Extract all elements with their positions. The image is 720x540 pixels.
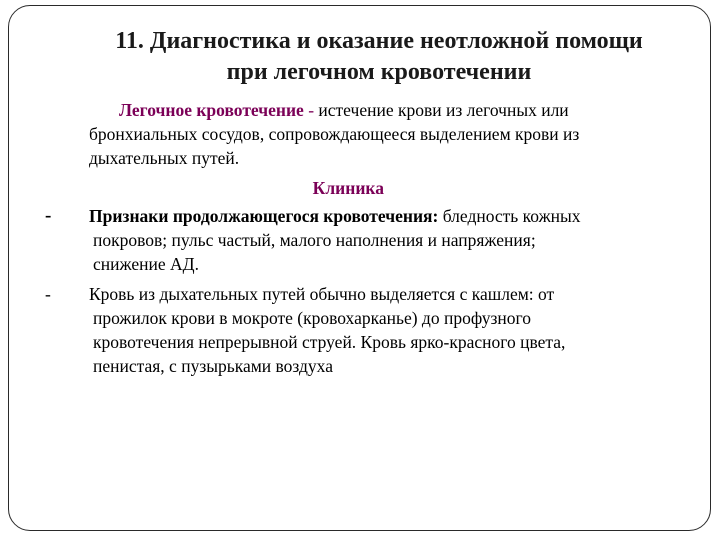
bullet-line: снижение АД. [93,254,199,274]
definition-paragraph [89,98,689,170]
bullet-marker: - [45,284,51,304]
slide-frame [8,5,711,531]
list-item [45,204,675,276]
definition-dash: - [303,100,315,120]
definition-line-2: бронхиальных сосудов, сопровождающееся выделением крови из [89,124,580,144]
bullet-line: пенистая, с пузырьками воздуха [93,356,333,376]
definition-line-3: дыхательных путей. [89,148,240,168]
bullet-line: прожилок крови в мокроте (кровохарканье) до профузного [93,308,531,328]
bullet-marker: - [45,205,52,226]
section-heading: Клиника [312,178,384,198]
bullet-line-rest: бледность кожных [438,206,581,226]
bullet-body [89,204,675,276]
definition-line-1 [89,98,689,122]
slide-title [69,26,689,88]
definition-term: Легочное кровотечение [119,100,304,120]
bullet-body [89,282,675,378]
bullet-line: Кровь из дыхательных путей обычно выделяется с кашлем: от [89,284,555,304]
bullet-line [89,204,675,228]
bullet-bold-lead: Признаки продолжающегося кровотечения: [89,206,439,226]
slide-title-line-1: 11. Диагностика и оказание неотложной помощи [115,28,643,54]
definition-text-1: истечение крови из легочных или [314,100,569,120]
list-item [45,282,675,378]
bullet-line: покровов; пульс частый, малого наполнения и напряжения; [93,230,536,250]
bullet-line: кровотечения непрерывной струей. Кровь ярко-красного цвета, [93,332,566,352]
slide-title-line-2: при легочном кровотечении [226,59,532,85]
